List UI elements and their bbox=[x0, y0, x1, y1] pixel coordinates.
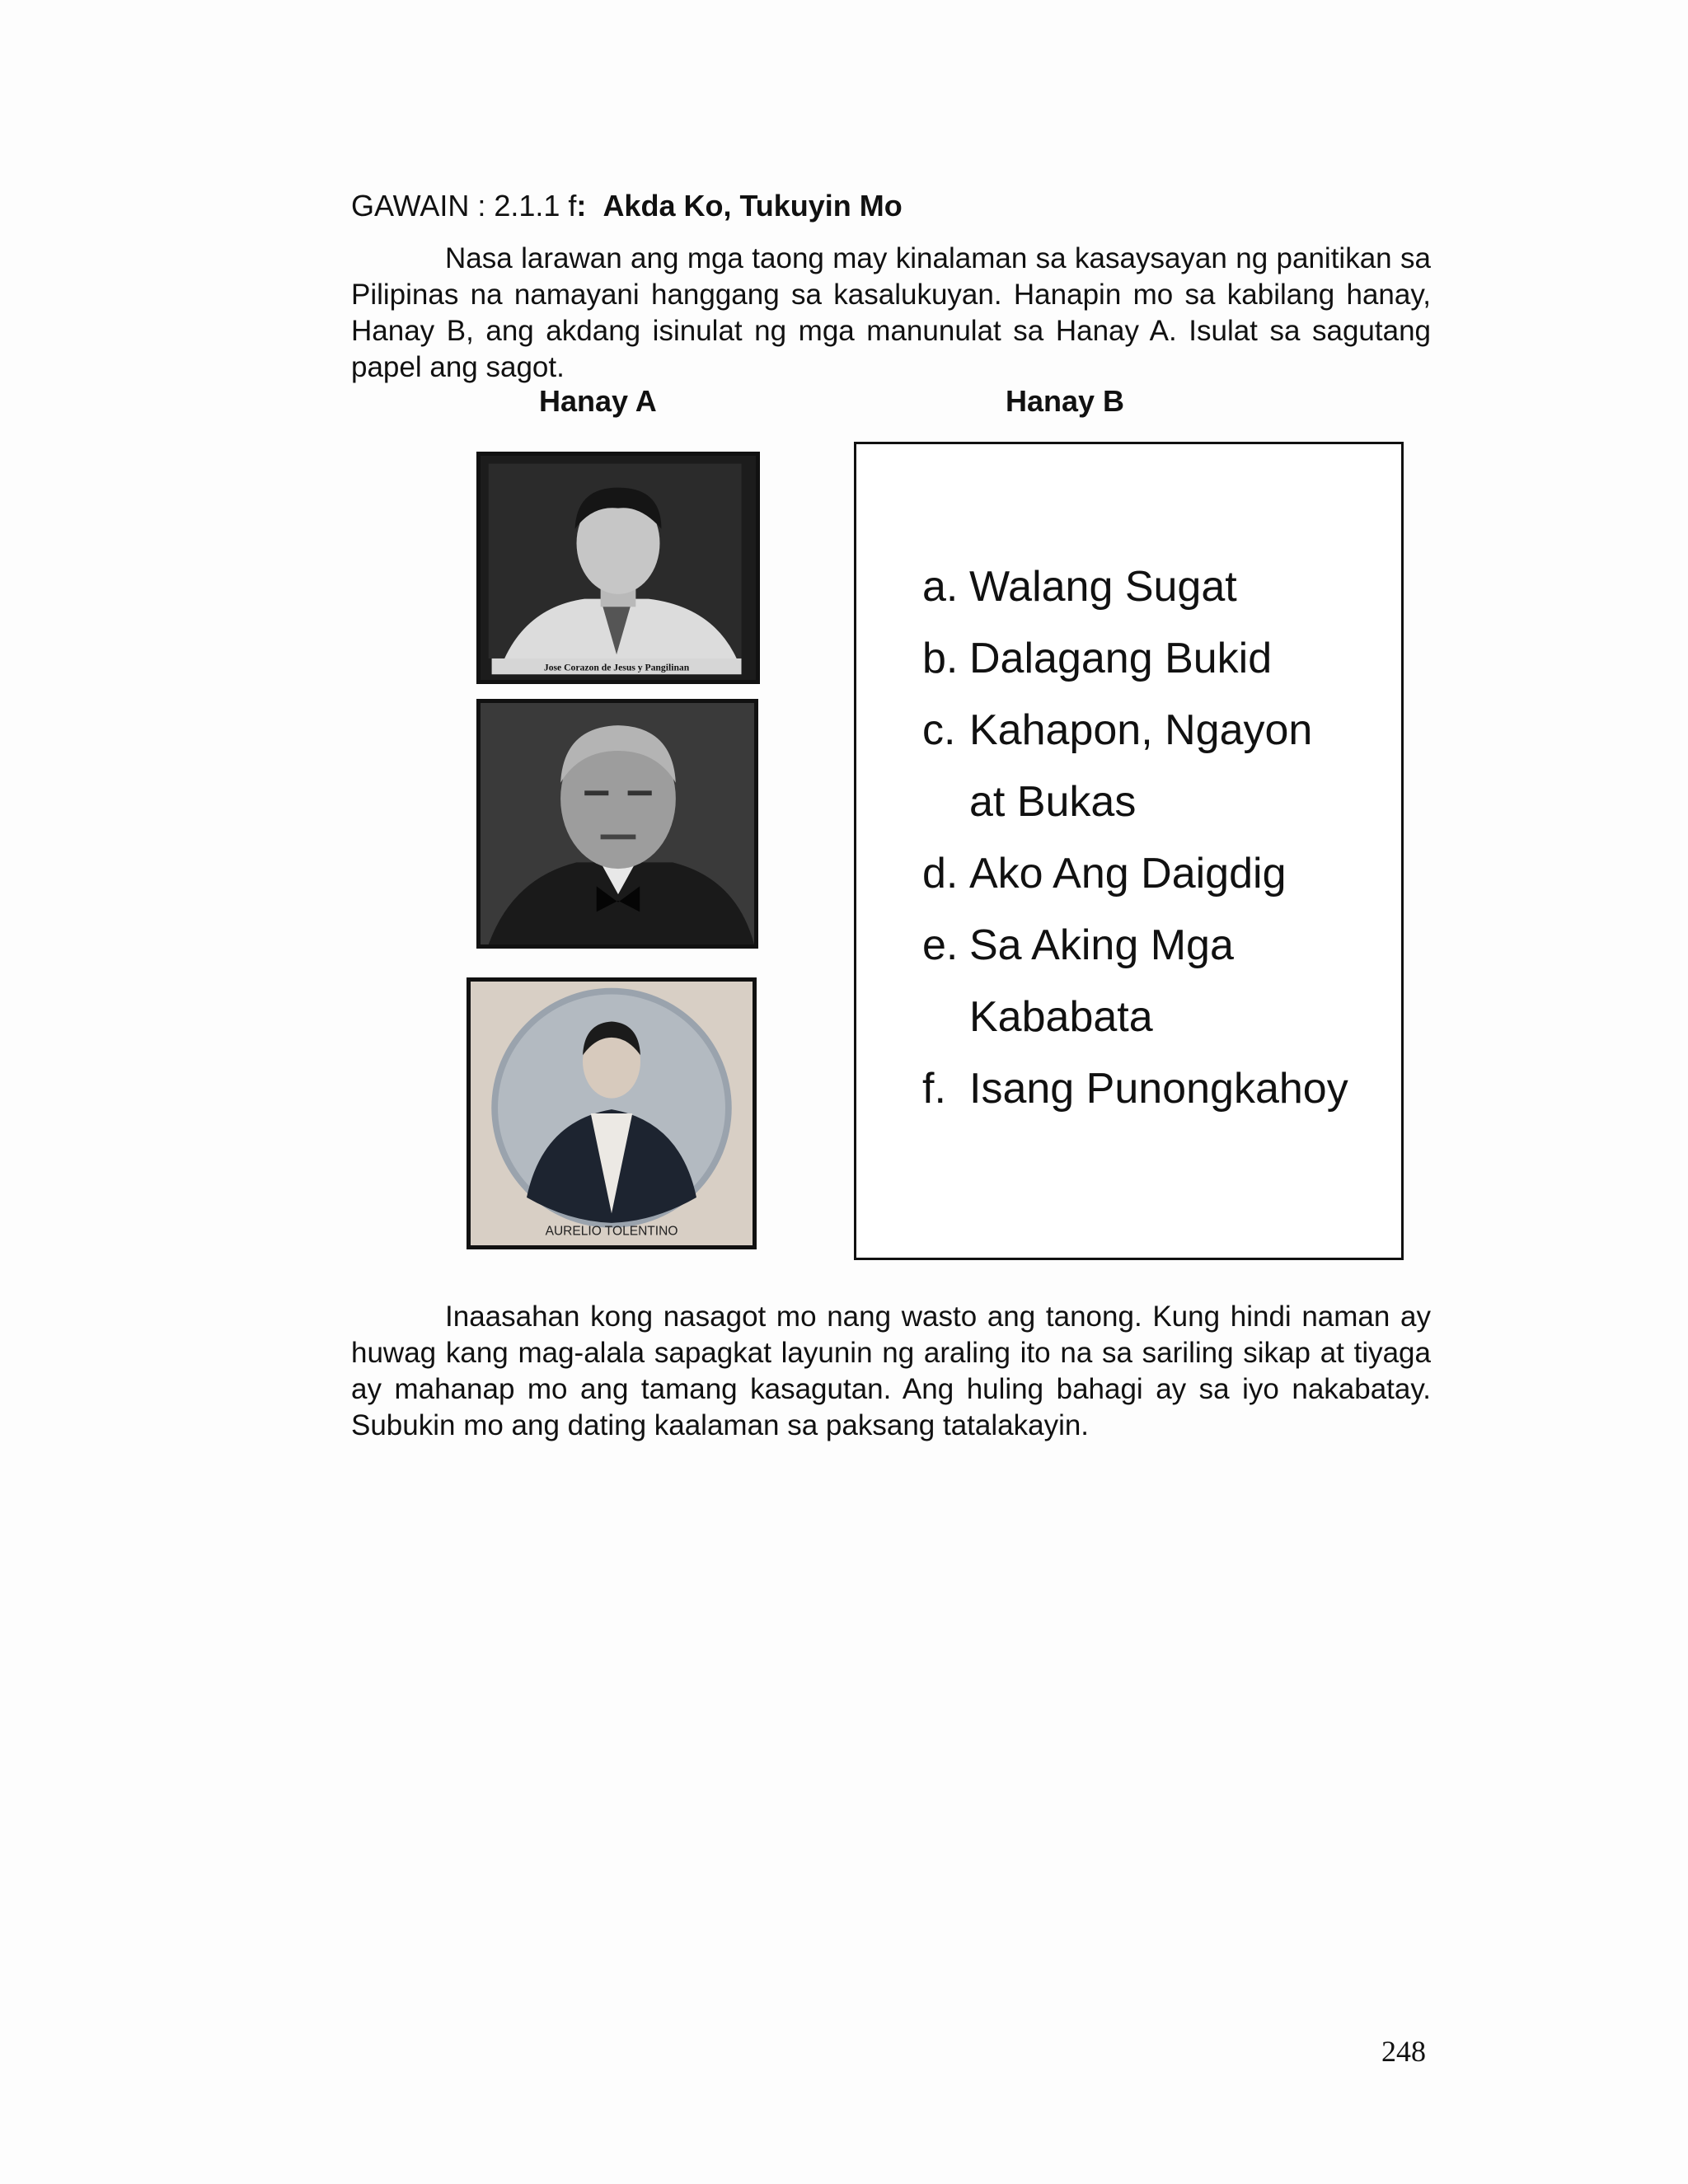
list-item bbox=[922, 838, 1348, 910]
author-photo-3 bbox=[467, 977, 757, 1249]
page-number: 248 bbox=[1381, 2035, 1426, 2068]
portrait-3-caption: AURELIO TOLENTINO bbox=[545, 1224, 678, 1239]
item-title: Sa Aking Mga Kababata bbox=[969, 921, 1234, 1041]
list-item bbox=[922, 910, 1348, 1053]
closing-paragraph: Inaasahan kong nasagot mo nang wasto ang tanong. Kung hindi naman ay huwag kang mag-alala sapagkat layunin ng araling ito na sa sariling sikap at tiyaga ay mahanap mo ang tamang kasagutan. Ang huling bahagi ay sa iyo nakabatay. Subukin mo ang dating kaalaman sa paksang tatalakayin. bbox=[351, 1301, 1431, 1441]
item-letter: d. bbox=[922, 850, 959, 898]
portrait-3-image bbox=[471, 982, 753, 1245]
hanay-b-box bbox=[854, 442, 1404, 1260]
item-title: Walang Sugat bbox=[969, 563, 1237, 611]
item-letter: e. bbox=[922, 921, 959, 969]
list-item bbox=[922, 623, 1348, 695]
portrait-1-caption: Jose Corazon de Jesus y Pangilinan bbox=[543, 662, 690, 673]
author-photo-2 bbox=[476, 699, 758, 949]
item-title: Isang Punongkahoy bbox=[969, 1065, 1348, 1113]
column-b-header: Hanay B bbox=[1006, 384, 1125, 418]
item-title: Ako Ang Daigdig bbox=[969, 850, 1287, 898]
item-title: Dalagang Bukid bbox=[969, 635, 1273, 682]
portrait-1-image bbox=[481, 456, 756, 680]
item-letter: c. bbox=[922, 706, 956, 754]
heading-colon: : bbox=[576, 189, 587, 223]
item-title: Kahapon, Ngayon at Bukas bbox=[969, 706, 1313, 826]
instructions-paragraph: Nasa larawan ang mga taong may kinalaman sa kasaysayan ng panitikan sa Pilipinas na namayani hanggang sa kasalukuyan. Hanapin mo sa kabilang hanay, Hanay B, ang akdang isinulat ng mga manunulat sa Hanay A. Isulat sa sagutang papel ang sagot. bbox=[351, 242, 1431, 383]
activity-heading bbox=[351, 186, 903, 226]
list-item bbox=[922, 1053, 1348, 1125]
item-letter: b. bbox=[922, 635, 959, 682]
column-a-header: Hanay A bbox=[539, 384, 657, 418]
activity-number: GAWAIN : 2.1.1 f bbox=[351, 189, 577, 223]
author-photo-1 bbox=[476, 452, 760, 684]
item-letter: a. bbox=[922, 563, 959, 611]
hanay-b-list bbox=[922, 551, 1348, 1125]
portrait-2-image bbox=[481, 703, 754, 944]
activity-title: Akda Ko, Tukuyin Mo bbox=[603, 189, 903, 223]
list-item bbox=[922, 695, 1348, 838]
list-item bbox=[922, 551, 1348, 623]
item-letter: f. bbox=[922, 1065, 946, 1113]
